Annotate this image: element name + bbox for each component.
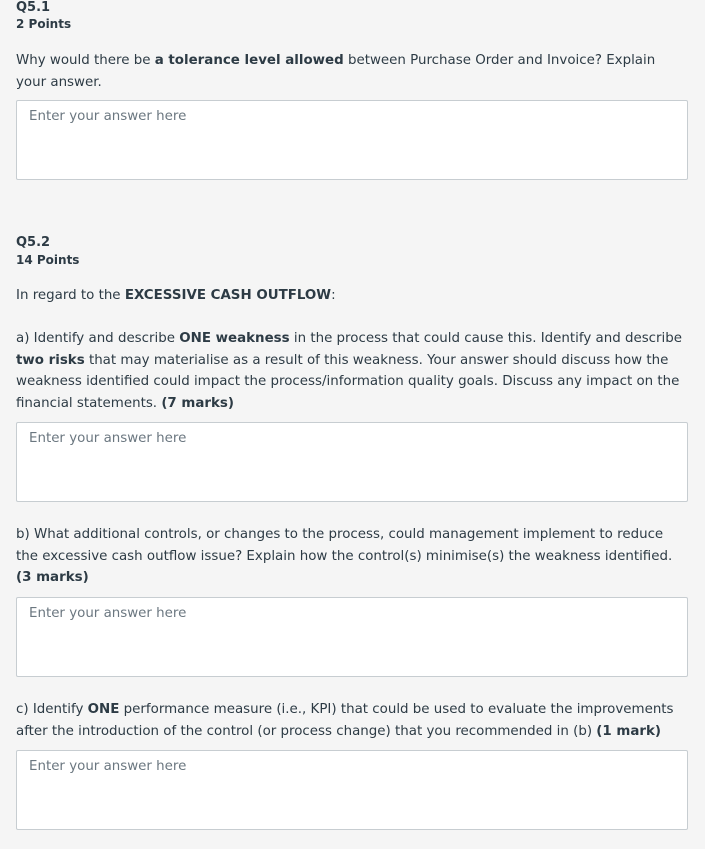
question-number: Q5.2 — [16, 235, 51, 250]
question-points: 14 Points — [16, 253, 80, 267]
prompt-marks: (3 marks) — [16, 570, 89, 586]
prompt-text: b) What additional controls, or changes to the process, could management implement to reduce the excessive cash outflow issue? Explain how the control(s) minimise(s) the weakness identified. — [16, 527, 673, 564]
prompt-text: Why would there be — [16, 53, 155, 68]
question-prompt — [16, 50, 688, 93]
prompt-marks: (1 mark) — [596, 723, 662, 739]
prompt-marks: (7 marks) — [161, 396, 234, 412]
part-c-prompt — [16, 699, 688, 742]
part-b-prompt — [16, 524, 688, 589]
prompt-text: in the process that could cause this. Identify and describe — [289, 331, 683, 346]
question-number: Q5.1 — [16, 0, 51, 15]
prompt-text: : — [331, 288, 336, 303]
answer-textbox-part-c[interactable] — [16, 750, 688, 830]
prompt-emphasis: a tolerance level allowed — [154, 53, 344, 68]
part-a-prompt — [16, 328, 688, 415]
prompt-text: In regard to the — [16, 288, 125, 303]
prompt-emphasis: ONE weakness — [179, 331, 290, 346]
prompt-emphasis: ONE — [87, 702, 120, 717]
question-intro — [16, 285, 688, 307]
answer-textbox-q51[interactable] — [16, 100, 688, 180]
prompt-text: c) Identify — [16, 702, 88, 717]
prompt-emphasis: EXCESSIVE CASH OUTFLOW — [124, 288, 332, 303]
prompt-text: between Purchase Order and Invoice? Explain your answer. — [16, 53, 656, 90]
answer-textbox-part-b[interactable] — [16, 597, 688, 677]
prompt-text: that may materialise as a result of this weakness. Your answer should discuss how the weakness identified could impact the process/information quality goals. Discuss any impact on the financial statements. — [16, 352, 680, 412]
question-points: 2 Points — [16, 17, 72, 31]
prompt-text: performance measure (i.e., KPI) that could be used to evaluate the improvements after the introduction of the control (or process change) that you recommended in (b) — [16, 702, 674, 739]
prompt-emphasis: two risks — [16, 352, 85, 368]
prompt-text: a) Identify and describe — [16, 331, 180, 346]
answer-textbox-part-a[interactable] — [16, 422, 688, 502]
